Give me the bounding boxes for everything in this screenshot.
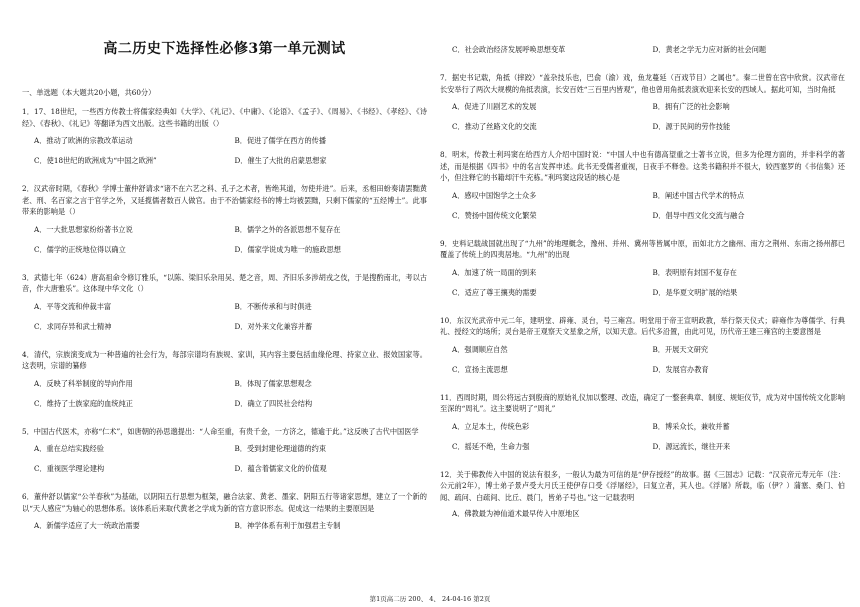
answer-option: C．适应了尊王攘夷的需要 (452, 287, 537, 297)
answer-option: A．佛教最为神仙道术最早传入中原地区 (452, 509, 580, 518)
left-question-list (22, 106, 427, 540)
page-title: 高二历史下选择性必修3第一单元测试 (103, 41, 346, 57)
answer-option: A．新儒学适应了大一统政治需要 (34, 521, 140, 530)
answer-option: D．黄老之学无力应对新的社会问题 (652, 45, 767, 54)
answer-option: A．强调顺应自然 (452, 344, 508, 354)
answer-options (452, 44, 845, 64)
answer-option: D．催生了大批的启蒙思想家 (234, 156, 327, 165)
answer-option: A．立足本土，传统色彩 (452, 421, 530, 431)
page-footer: 第1页高二历 200、 4、 24-04-16 第2页 (369, 595, 491, 603)
answer-option: A．促进了川剧艺术的发展 (452, 102, 537, 111)
answer-options (452, 267, 845, 307)
question-text: 7．据史书记载，角抵（摔跤）“盖杂技乐也，巴俞（渝）戏，鱼龙蔓延（百戏节目）之属也”。秦二世曾在宫中欣赏。汉武帝在长安举行了两次大规模的角抵表演，长安百姓“三百里内皆观”，他也曾用角抵表演欢迎来长安的西域人。据此可知，当时角抵 (440, 73, 845, 94)
question-text: 5．中国古代医术，亦称“仁术”，如唐朝的孙思邈提出：“人命至重，有贵千金，一方济之，德逾于此。”这反映了古代中国医学 (22, 426, 419, 436)
answer-option: C．社会政治经济发展呼唤思想变革 (452, 45, 566, 54)
question-text: 12．关于佛教传入中国的说法有很多，一般认为最为可信的是“伊存授经”的故事。据《三国志》记载：“汉哀帝元寿元年（注：公元前2年），博士弟子景卢受大月氏王使伊存口受《浮屠经》，曰复立者，其人也。《浮屠》所载，临（伊？）蒲塞、桑门、伯闻、疏问、白疏间、比丘、晨门，皆弟子号也。”这一记载表明 (440, 469, 845, 502)
answer-option: B．促进了儒学在西方的传播 (234, 136, 327, 145)
answer-option: C．使18世纪的欧洲成为“中国之欧洲” (34, 156, 157, 165)
answer-option: A．平等交流和仲裁丰富 (34, 301, 112, 311)
question-text: 4．清代，宗族演变成为一种普遍的社会行为，每部宗谱均有族规、家训，其内容主要包括血缘伦理、持家立业、报效国家等。这表明，宗谱的纂修 (22, 349, 427, 370)
answer-option: C．摇延不绝，生命力强 (452, 441, 530, 451)
answer-options (34, 378, 427, 418)
answer-options (34, 520, 427, 540)
answer-option: B．博采众长，兼收并蓄 (652, 421, 730, 431)
answer-option: B．拥有广泛的社会影响 (652, 102, 730, 111)
answer-option: B．神学体系有利于加强君主专制 (234, 521, 341, 530)
answer-options (34, 443, 427, 483)
answer-option: C．赞扬中国传统文化繁荣 (452, 210, 537, 220)
right-question-list (440, 44, 845, 519)
question-text: 3．武德七年（624）唐高祖命令修订雅乐，“以陈、梁旧乐杂用吴、楚之音，周、齐旧乐多涉胡戎之伎，于是搜酌南北，考以古音，作大唐雅乐”。这体现中华文化（） (22, 272, 427, 293)
answer-options (34, 135, 427, 175)
answer-options (34, 224, 427, 264)
answer-option: C．推动了丝路文化的交流 (452, 122, 537, 131)
answer-options (452, 509, 845, 519)
answer-option: D．倡导中西文化交流与融合 (652, 210, 745, 220)
answer-option: C．宣扬主流思想 (452, 364, 508, 374)
answer-option: C．求同存异和武士精神 (34, 321, 112, 331)
answer-option: B．表明原有封国不复存在 (652, 267, 737, 277)
answer-option: B．开展天文研究 (652, 344, 709, 354)
section-heading: 一、单选题（本大题共20小题，共60分） (22, 88, 156, 97)
answer-options (34, 301, 427, 341)
answer-option: B．不断传承和与时俱进 (234, 301, 312, 311)
answer-option: D．儒家学说成为唯一的施政思想 (234, 244, 341, 254)
answer-option: D．对外来文化兼容并蓄 (234, 321, 313, 331)
answer-option: A．推动了欧洲的宗教改革运动 (34, 136, 133, 145)
answer-options (452, 190, 845, 230)
question-text: 11．西周时期，周公将远古到殷商的原始礼仪加以整理、改造，确定了一整套典章、制度、规矩仪节，成为对中国传统文化影响至深的“周礼”。这主要说明了“周礼” (440, 392, 845, 413)
answer-option: B．体现了儒家思想观念 (234, 378, 312, 388)
answer-option: A．一大批思想家纷纷著书立说 (34, 224, 133, 234)
question-text: 8．明末，传教士利玛窦在给西方人介绍中国时说：“中国人中也有德高望重之士著书立说，但多为伦理方面的，并非科学的著述，而是根据《四书》中的名言发挥申述。此书无受儒者重视，日夜手不释卷。这类书籍积并不很大，较西塞罗的《书信集》还小，但注释它的书籍却汗牛充栋。”利玛窦这段话的核心是 (440, 150, 845, 182)
answer-option: B．受到封建伦理道德的约束 (234, 444, 327, 453)
question-text: 1．17、18世纪，一些西方传教士将儒家经典如《大学》、《礼记》、《中庸》、《论语》、《孟子》、《周易》、《书经》、《孝经》、《诗经》、《春秋》、《礼记》等翻译为西文出版。这些书籍的出版（） (22, 107, 427, 128)
answer-option: A．反映了科举制度的导向作用 (34, 378, 133, 388)
right-column (440, 0, 845, 519)
answer-options (452, 421, 845, 461)
question-text: 2．汉武帝时期，《春秋》学博士董仲舒请求“诸不在六艺之科、孔子之术者，皆绝其道，勿使并进”。后来，丞相田蚡奏请罢黜黄老、刑、名百家之言于官学之外，又延揽儒者数百人做官。由于不治儒家经书的博士均被罢黜，只剩下儒家的“五经博士”。此事带来的影响是（） (22, 184, 427, 216)
answer-option: D．是华夏文明扩展的结果 (652, 287, 738, 297)
answer-option: A．重在总结实践经验 (34, 444, 104, 453)
answer-option: B．阐述中国古代学术的特点 (652, 190, 745, 200)
answer-option: D．源于民间的劳作技能 (652, 122, 731, 131)
answer-option: A．感叹中国饱学之士众多 (452, 190, 537, 200)
question-text: 9．史料记载战国就出现了“九州”的地理概念，豫州、并州、冀州等皆属中原，而如北方之幽州、南方之荆州、东南之扬州都已覆盖了传统上的四夷居地。“九州”的出现 (440, 238, 845, 259)
answer-option: D．源远流长，继往开来 (652, 441, 731, 451)
answer-option: D．确立了四民社会结构 (234, 398, 313, 408)
answer-option: C．儒学的正统地位得以确立 (34, 244, 126, 254)
answer-option: D．发展官办教育 (652, 364, 709, 374)
answer-option: D．蕴含着儒家文化的价值观 (234, 464, 327, 473)
question-text: 6．董仲舒以儒家“公羊春秋”为基础，以阴阳五行思想为框架，融合法家、黄老、墨家、阴阳五行等诸家思想，建立了一个新的以“天人感应”为轴心的思想体系。该体系后来取代黄老之学成为新的官方意识形态。促成这一结果的主要原因是 (22, 492, 427, 513)
left-column (22, 0, 427, 548)
answer-options (452, 344, 845, 384)
answer-option: A．加速了统一局面的到来 (452, 267, 537, 277)
answer-option: C．维持了士族家庭的血统纯正 (34, 398, 133, 408)
question-text: 10．东汉光武帝中元二年，建明堂、辟雍、灵台，号三雍宫。明堂用于帝王宣明政教，举行祭天仪式；辟雍作为尊儒学、行典礼、授经文的场所；灵台是帝王观察天文星象之所，以知天意。后代多沿置，由此可见，历代帝王建三雍宫的主要意图是 (440, 315, 845, 336)
answer-option: B．儒学之外的各派思想不复存在 (234, 224, 341, 234)
answer-option: C．重视医学理论建构 (34, 464, 105, 473)
answer-options (452, 101, 845, 141)
